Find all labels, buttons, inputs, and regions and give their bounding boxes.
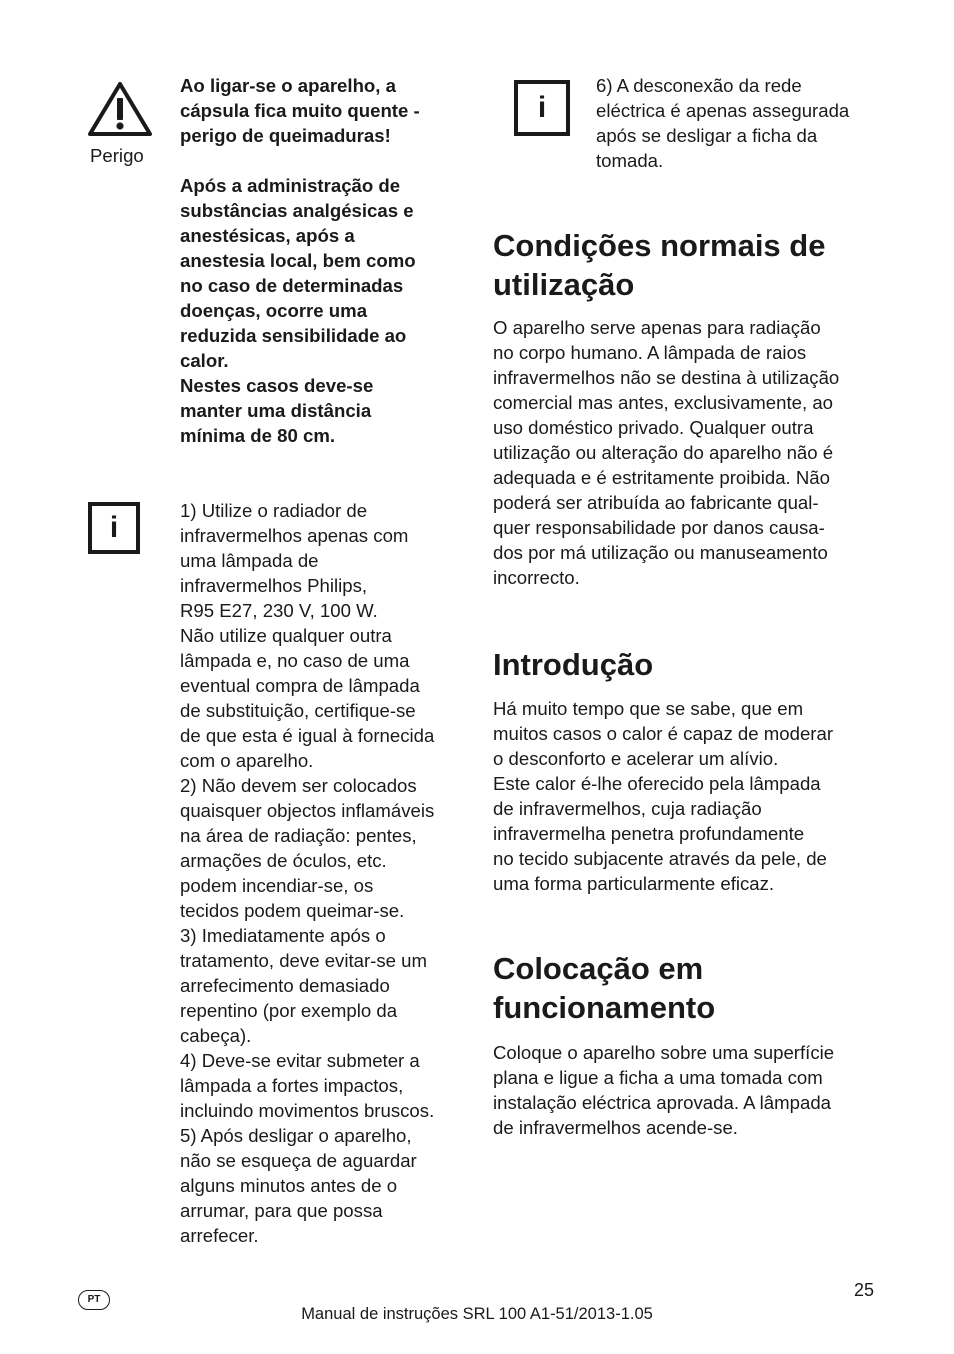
text-line: dos por má utilização ou manuseamento	[493, 542, 828, 563]
text-line: doenças, ocorre uma	[180, 300, 368, 321]
heading-line: funcionamento	[493, 990, 716, 1025]
text-line: calor.	[180, 350, 229, 371]
text-line: 3) Imediatamente após o	[180, 925, 386, 946]
text-line: substâncias analgésicas e	[180, 200, 414, 221]
text-line: 6) A desconexão da rede	[596, 75, 802, 96]
info-icon-glyph: i	[537, 91, 547, 124]
text-line: R95 E27, 230 V, 100 W.	[180, 600, 378, 621]
text-line: uma lâmpada de	[180, 550, 319, 571]
text-line: manter uma distância	[180, 400, 372, 421]
text-line: Coloque o aparelho sobre uma superfície	[493, 1042, 835, 1063]
text-line: uma forma particularmente eficaz.	[493, 873, 775, 894]
text-line: uso doméstico privado. Qualquer outra	[493, 417, 814, 438]
text-line: 1) Utilize o radiador de	[180, 500, 368, 521]
text-line: Nestes casos deve-se	[180, 375, 374, 396]
text-line: podem incendiar-se, os	[180, 875, 374, 896]
text-line: armações de óculos, etc.	[180, 850, 387, 871]
text-line: infravermelhos apenas com	[180, 525, 409, 546]
text-line: o desconforto e acelerar um alívio.	[493, 748, 779, 769]
section-body-operation	[493, 1040, 834, 1140]
text-line: quaisquer objectos inflamáveis	[180, 800, 435, 821]
section-heading-conditions	[493, 226, 825, 304]
warning-triangle-icon	[86, 80, 154, 138]
text-line: no corpo humano. A lâmpada de raios	[493, 342, 807, 363]
page-number: 25	[854, 1280, 875, 1300]
text-line: na área de radiação: pentes,	[180, 825, 417, 846]
text-line: instalação eléctrica aprovada. A lâmpada	[493, 1092, 832, 1113]
text-line: Há muito tempo que se sabe, que em	[493, 698, 804, 719]
text-line: reduzida sensibilidade ao	[180, 325, 407, 346]
text-line: tratamento, deve evitar-se um	[180, 950, 427, 971]
text-line: 4) Deve-se evitar submeter a	[180, 1050, 420, 1071]
text-line: tomada.	[596, 150, 664, 171]
text-line: Este calor é-lhe oferecido pela lâmpada	[493, 773, 821, 794]
text-line: muitos casos o calor é capaz de moderar	[493, 723, 834, 744]
section-body-introduction	[493, 696, 833, 896]
text-line: eléctrica é apenas assegurada	[596, 100, 850, 121]
heading-line: Introdução	[493, 647, 654, 682]
warning-icon-group	[86, 80, 156, 143]
text-line: adequada e é estritamente proibida. Não	[493, 467, 830, 488]
text-line: 2) Não devem ser colocados	[180, 775, 417, 796]
text-line: Não utilize qualquer outra	[180, 625, 392, 646]
section-heading-operation	[493, 949, 715, 1027]
warning-text-burn	[180, 73, 420, 148]
text-line: cápsula fica muito quente -	[180, 100, 420, 121]
text-line: infravermelha penetra profundamente	[493, 823, 805, 844]
warning-caption: Perigo	[90, 145, 144, 166]
text-line: infravermelhos não se destina à utilização	[493, 367, 840, 388]
section-body-conditions	[493, 315, 839, 590]
info-icon	[88, 502, 140, 554]
heading-line: Condições normais de	[493, 228, 826, 263]
text-line: não se esqueça de aguardar	[180, 1150, 417, 1171]
text-line: arrumar, para que possa	[180, 1200, 383, 1221]
language-badge: PT	[78, 1290, 110, 1310]
text-line: Ao ligar-se o aparelho, a	[180, 75, 396, 96]
heading-line: Colocação em	[493, 951, 704, 986]
text-line: de substituição, certifique-se	[180, 700, 416, 721]
info-icon	[514, 80, 570, 136]
text-line: cabeça).	[180, 1025, 252, 1046]
text-line: utilização ou alteração do aparelho não é	[493, 442, 834, 463]
text-line: plana e ligue a ficha a uma tomada com	[493, 1067, 823, 1088]
text-line: mínima de 80 cm.	[180, 425, 336, 446]
warning-text-sensitivity	[180, 173, 416, 448]
text-line: anestesia local, bem como	[180, 250, 416, 271]
text-line: incluindo movimentos bruscos.	[180, 1100, 435, 1121]
manual-title: Manual de instruções SRL 100 A1-51/2013-1.05	[301, 1305, 653, 1323]
text-line: lâmpada e, no caso de uma	[180, 650, 410, 671]
text-line: lâmpada a fortes impactos,	[180, 1075, 404, 1096]
text-line: de que esta é igual à fornecida	[180, 725, 435, 746]
text-line: com o aparelho.	[180, 750, 314, 771]
text-line: tecidos podem queimar-se.	[180, 900, 405, 921]
info-left-text	[180, 498, 434, 1248]
section-heading-introduction	[493, 645, 653, 684]
text-line: arrefecimento demasiado	[180, 975, 390, 996]
text-line: eventual compra de lâmpada	[180, 675, 420, 696]
info-icon-glyph: i	[109, 511, 119, 544]
text-line: arrefecer.	[180, 1225, 259, 1246]
info-right-text	[596, 73, 849, 173]
text-line: no caso de determinadas	[180, 275, 404, 296]
text-line: alguns minutos antes de o	[180, 1175, 398, 1196]
text-line: anestésicas, após a	[180, 225, 355, 246]
text-line: comercial mas antes, exclusivamente, ao	[493, 392, 833, 413]
text-line: O aparelho serve apenas para radiação	[493, 317, 821, 338]
text-line: de infravermelhos acende-se.	[493, 1117, 738, 1138]
text-line: perigo de queimaduras!	[180, 125, 391, 146]
text-line: de infravermelhos, cuja radiação	[493, 798, 762, 819]
text-line: infravermelhos Philips,	[180, 575, 368, 596]
text-line: repentino (por exemplo da	[180, 1000, 398, 1021]
text-line: após se desligar a ficha da	[596, 125, 818, 146]
heading-line: utilização	[493, 267, 635, 302]
text-line: poderá ser atribuída ao fabricante qual-	[493, 492, 819, 513]
text-line: incorrecto.	[493, 567, 580, 588]
text-line: Após a administração de	[180, 175, 401, 196]
text-line: no tecido subjacente através da pele, de	[493, 848, 827, 869]
text-line: 5) Após desligar o aparelho,	[180, 1125, 412, 1146]
text-line: quer responsabilidade por danos causa-	[493, 517, 825, 538]
